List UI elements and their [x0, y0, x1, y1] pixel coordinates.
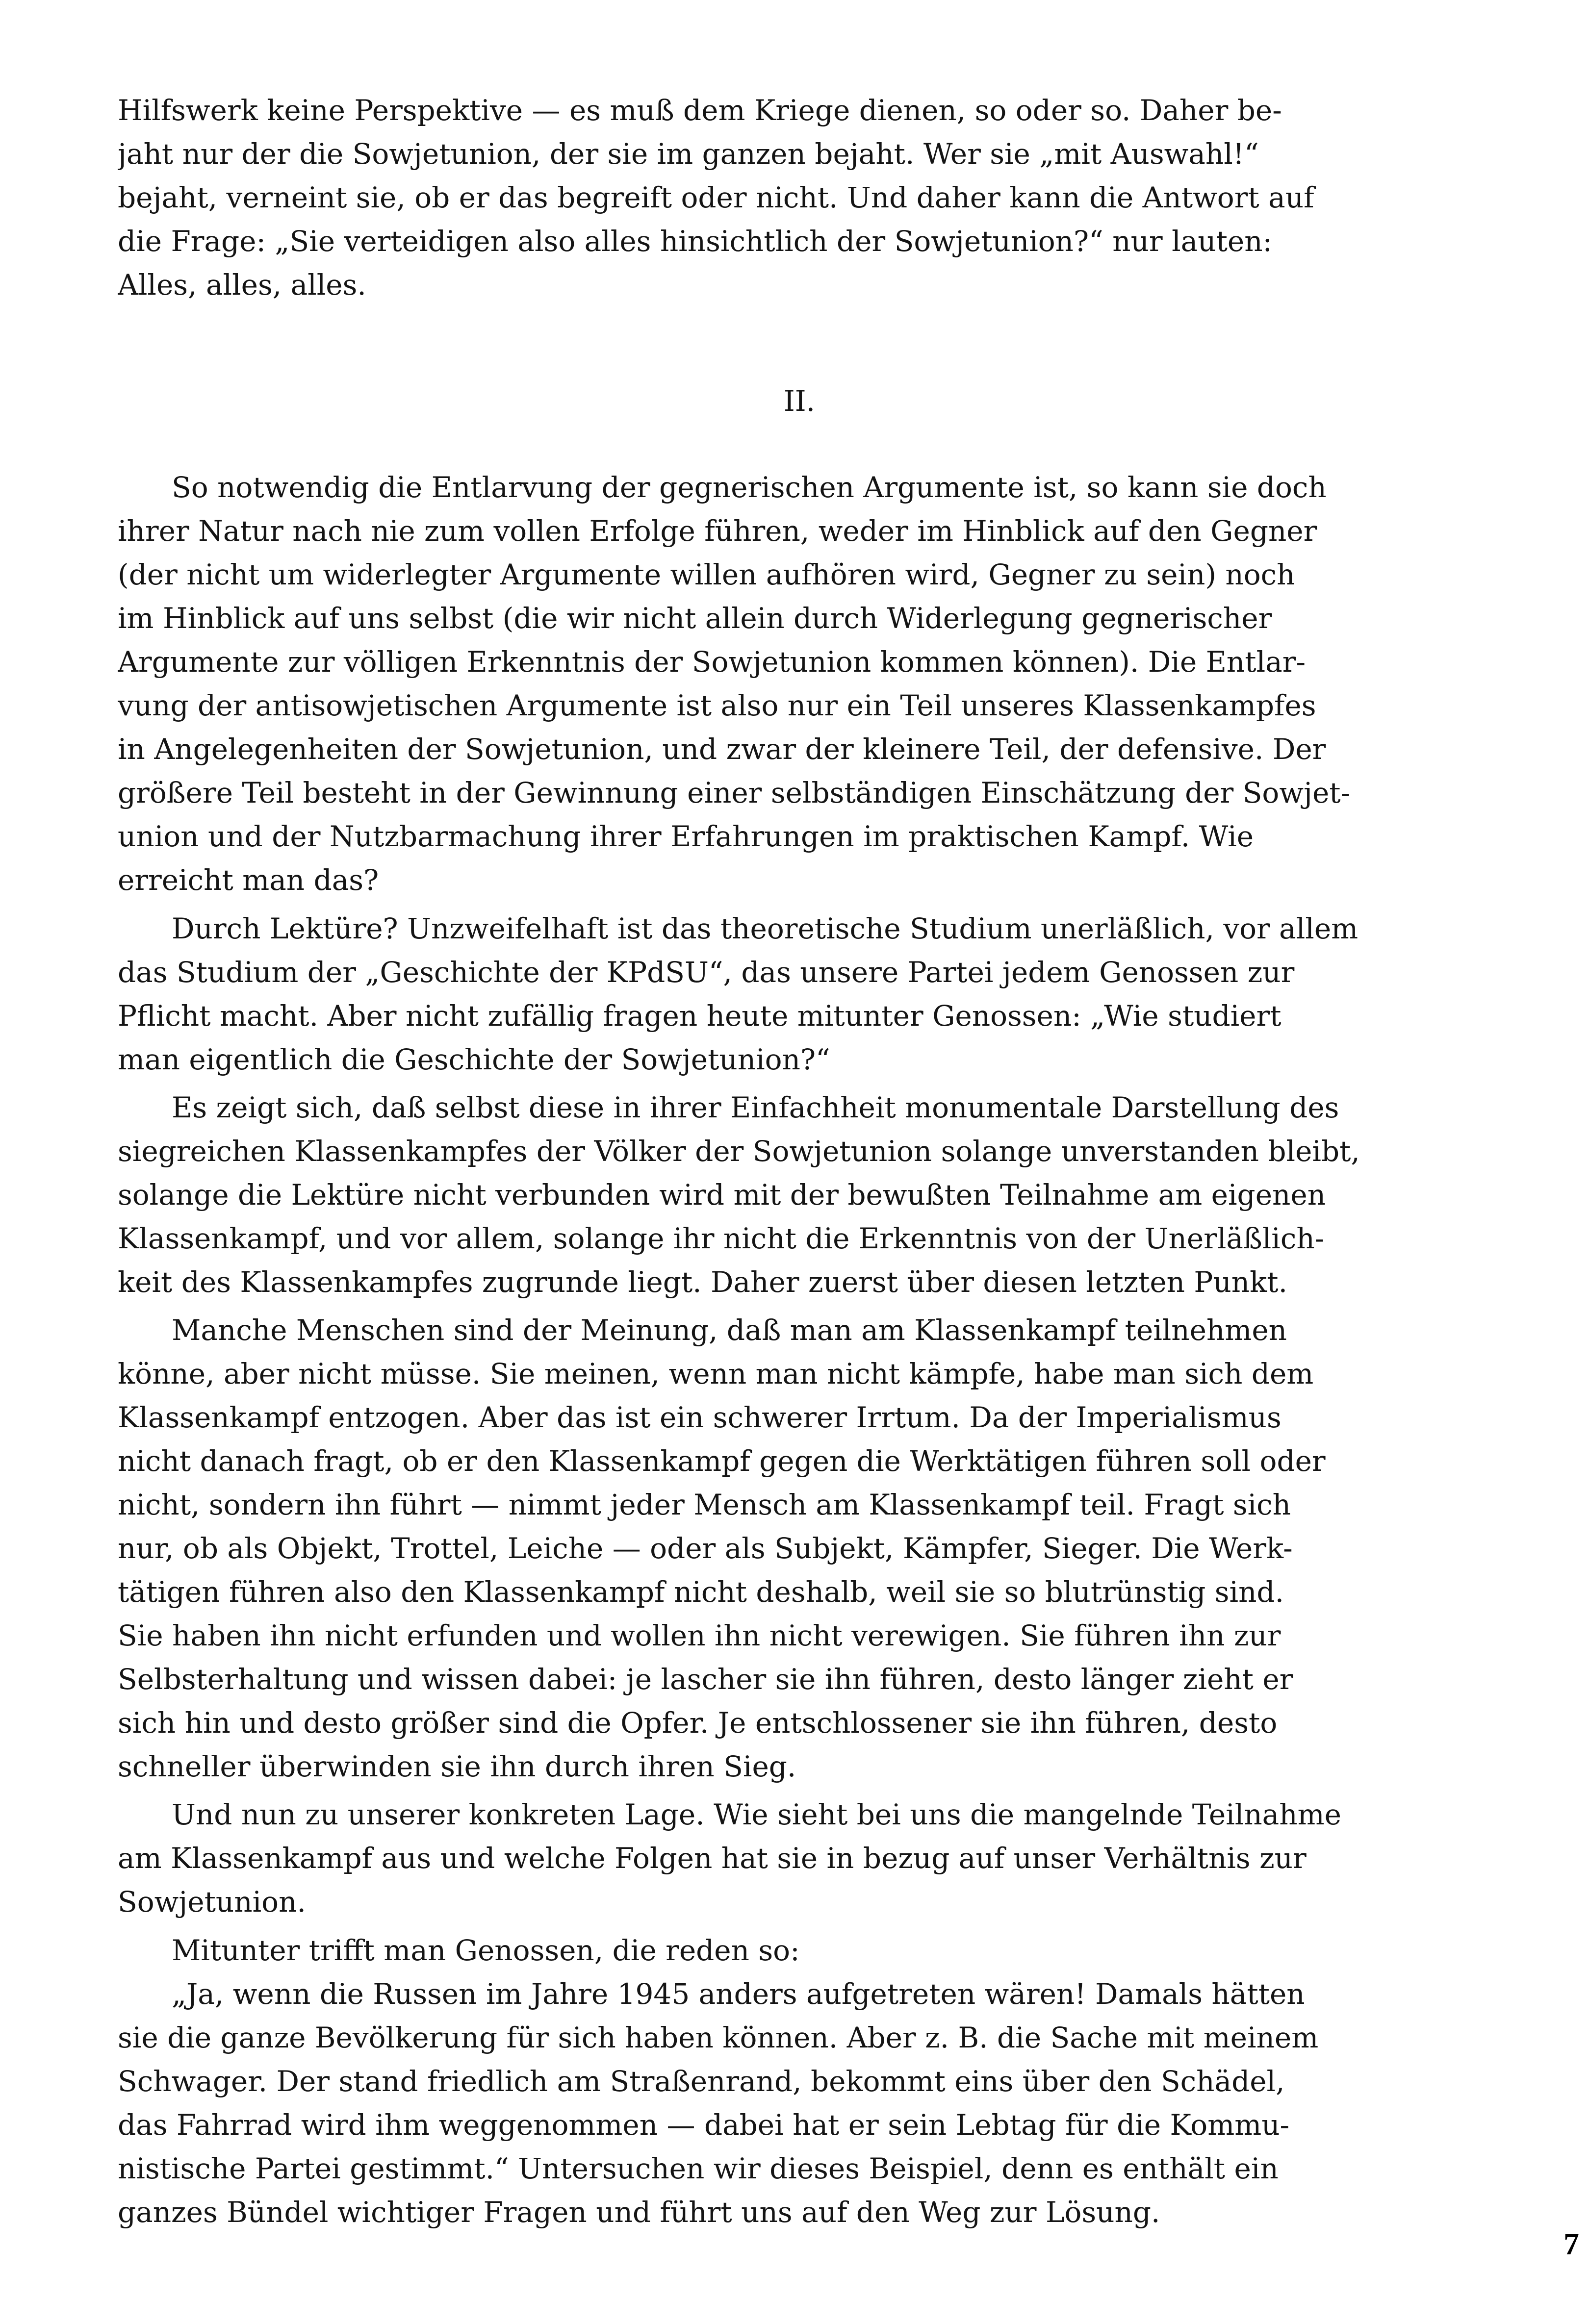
- text-line: nur, ob als Objekt, Trottel, Leiche — oder als Subjekt, Kämpfer, Sieger. Die Werk-: [118, 1532, 1293, 1565]
- text-line: Mitunter trifft man Genossen, die reden so:: [172, 1934, 800, 1967]
- text-line: jaht nur der die Sowjetunion, der sie im ganzen bejaht. Wer sie „mit Auswahl!“: [118, 137, 1259, 171]
- text-line: So notwendig die Entlarvung der gegnerischen Argumente ist, so kann sie doch: [172, 471, 1327, 504]
- text-line: Sowjetunion.: [118, 1885, 306, 1919]
- text-line: das Studium der „Geschichte der KPdSU“, das unsere Partei jedem Genossen zur: [118, 956, 1295, 989]
- text-line: union und der Nutzbarmachung ihrer Erfahrungen im praktischen Kampf. Wie: [118, 820, 1254, 853]
- text-line: im Hinblick auf uns selbst (die wir nicht allein durch Widerlegung gegnerischer: [118, 602, 1272, 635]
- text-line: Durch Lektüre? Unzweifelhaft ist das theoretische Studium unerläßlich, vor allem: [172, 912, 1358, 945]
- text-line: Alles, alles, alles.: [118, 268, 366, 302]
- text-line: ihrer Natur nach nie zum vollen Erfolge führen, weder im Hinblick auf den Gegner: [118, 514, 1317, 548]
- text-line: sie die ganze Bevölkerung für sich haben können. Aber z. B. die Sache mit meinem: [118, 2021, 1319, 2054]
- text-line: Sie haben ihn nicht erfunden und wollen ihn nicht verewigen. Sie führen ihn zur: [118, 1619, 1281, 1652]
- text-line: siegreichen Klassenkampfes der Völker der Sowjetunion solange unverstanden bleibt,: [118, 1135, 1360, 1168]
- text-line: könne, aber nicht müsse. Sie meinen, wenn man nicht kämpfe, habe man sich dem: [118, 1357, 1314, 1390]
- text-line: tätigen führen also den Klassenkampf nicht deshalb, weil sie so blutrünstig sind.: [118, 1575, 1284, 1609]
- text-line: vung der antisowjetischen Argumente ist also nur ein Teil unseres Klassenkampfes: [118, 689, 1316, 722]
- text-line: Klassenkampf entzogen. Aber das ist ein schwerer Irrtum. Da der Imperialismus: [118, 1401, 1281, 1434]
- text-line: Argumente zur völligen Erkenntnis der Sowjetunion kommen können). Die Entlar-: [118, 645, 1306, 679]
- text-line: ganzes Bündel wichtiger Fragen und führt uns auf den Weg zur Lösung.: [118, 2196, 1160, 2229]
- text-line: schneller überwinden sie ihn durch ihren Sieg.: [118, 1750, 796, 1783]
- text-line: Schwager. Der stand friedlich am Straßenrand, bekommt eins über den Schädel,: [118, 2065, 1285, 2098]
- text-line: Pflicht macht. Aber nicht zufällig fragen heute mitunter Genossen: „Wie studiert: [118, 999, 1281, 1033]
- text-line: sich hin und desto größer sind die Opfer. Je entschlossener sie ihn führen, desto: [118, 1706, 1278, 1740]
- text-line: Klassenkampf, und vor allem, solange ihr nicht die Erkenntnis von der Unerläßlich-: [118, 1222, 1325, 1255]
- text-line: Hilfswerk keine Perspektive — es muß dem Kriege dienen, so oder so. Daher be-: [118, 94, 1282, 127]
- text-line: größere Teil besteht in der Gewinnung einer selbständigen Einschätzung der Sowjet-: [118, 776, 1351, 809]
- text-line: (der nicht um widerlegter Argumente willen aufhören wird, Gegner zu sein) noch: [118, 558, 1295, 591]
- text-line: nicht danach fragt, ob er den Klassenkampf gegen die Werktätigen führen soll oder: [118, 1444, 1326, 1478]
- text-line: solange die Lektüre nicht verbunden wird mit der bewußten Teilnahme am eigenen: [118, 1178, 1326, 1212]
- document-page: [118, 88, 1481, 2265]
- text-line: bejaht, verneint sie, ob er das begreift oder nicht. Und daher kann die Antwort auf: [118, 181, 1314, 214]
- text-line: erreicht man das?: [118, 863, 379, 897]
- text-line: die Frage: „Sie verteidigen also alles hinsichtlich der Sowjetunion?“ nur lauten:: [118, 225, 1273, 258]
- text-line: keit des Klassenkampfes zugrunde liegt. Daher zuerst über diesen letzten Punkt.: [118, 1265, 1288, 1299]
- section-title: II.: [783, 384, 816, 418]
- text-line: in Angelegenheiten der Sowjetunion, und zwar der kleinere Teil, der defensive. Der: [118, 733, 1326, 766]
- text-line: nistische Partei gestimmt.“ Untersuchen wir dieses Beispiel, denn es enthält ein: [118, 2152, 1279, 2185]
- page-number: 7: [1563, 2226, 1579, 2261]
- text-line: Es zeigt sich, daß selbst diese in ihrer Einfachheit monumentale Darstellung des: [172, 1091, 1339, 1124]
- text-line: Selbsterhaltung und wissen dabei: je lascher sie ihn führen, desto länger zieht er: [118, 1663, 1293, 1696]
- text-line: Und nun zu unserer konkreten Lage. Wie sieht bei uns die mangelnde Teilnahme: [172, 1798, 1341, 1831]
- text-line: „Ja, wenn die Russen im Jahre 1945 anders aufgetreten wären! Damals hätten: [172, 1977, 1305, 2011]
- text-line: das Fahrrad wird ihm weggenommen — dabei hat er sein Lebtag für die Kommu-: [118, 2108, 1290, 2142]
- text-line: nicht, sondern ihn führt — nimmt jeder Mensch am Klassenkampf teil. Fragt sich: [118, 1488, 1291, 1521]
- text-line: man eigentlich die Geschichte der Sowjetunion?“: [118, 1043, 830, 1076]
- text-line: am Klassenkampf aus und welche Folgen hat sie in bezug auf unser Verhältnis zur: [118, 1842, 1307, 1875]
- text-line: Manche Menschen sind der Meinung, daß man am Klassenkampf teilnehmen: [172, 1314, 1287, 1347]
